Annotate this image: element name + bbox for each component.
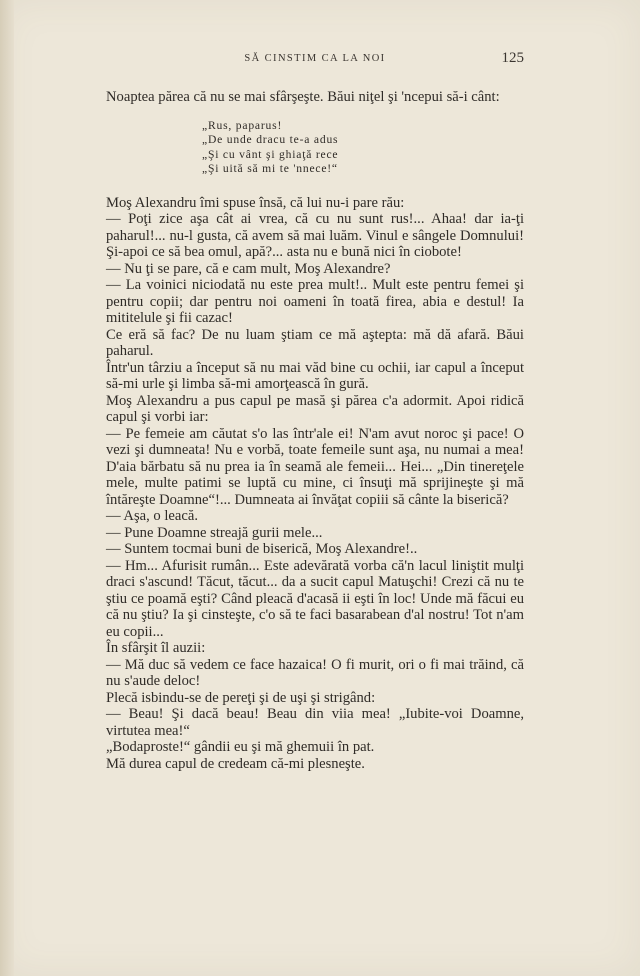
paragraph: — La voinici niciodată nu este prea mult!.. Mult este pentru femei şi pentru copii; dar pentru noi oameni în toată firea, abia e destul! Ia mititelule şi fii cazac! xyxy=(106,277,524,327)
paragraph: — Aşa, o leacă. xyxy=(106,508,198,525)
paragraph-opening: Noaptea părea că nu se mai sfârşeşte. Băui niţel şi 'ncepui să-i cânt: xyxy=(106,89,500,105)
paragraph: — Suntem tocmai buni de biserică, Moş Alexandre!.. xyxy=(106,541,418,558)
song-verse xyxy=(202,119,524,177)
verse-line: „Şi uită să mi te 'nnece!“ xyxy=(202,162,338,176)
verse-line: „Şi cu vânt şi ghiaţă rece xyxy=(202,147,339,161)
paragraph: Ce eră să fac? De nu luam ştiam ce mă aştepta: mă dă afară. Băui paharul. xyxy=(106,326,524,360)
paragraph: — Poţi zice aşa cât ai vrea, că cu nu sunt rus!... Ahaa! dar ia-ţi paharul!... nu-l gusta, că avem să mai luăm. Vinul e sângele Domnului! Şi-apoi ce să bea omul, apă?... asta nu e bună nici în ciobote! xyxy=(106,211,524,261)
paragraph: Mă durea capul de credeam că-mi plesneşte. xyxy=(106,755,365,772)
paragraph: — Pune Doamne streajă gurii mele... xyxy=(106,524,323,541)
running-title: SĂ CINSTIM CA LA NOI xyxy=(244,53,386,64)
paragraph: „Bodaproste!“ gândii eu şi mă ghemuii în pat. xyxy=(106,739,375,756)
paragraph: Moş Alexandru a pus capul pe masă şi părea c'a adormit. Apoi ridică capul şi vorbi iar: xyxy=(106,392,524,426)
verse-line: „De unde dracu te-a adus xyxy=(202,133,339,147)
verse-line: „Rus, paparus! xyxy=(202,118,283,132)
paragraph: — Hm... Afurisit rumân... Este adevărată vorba că'n lacul liniştit mulţi draci s'ascund! Tăcut, tăcut... da a sucit capul Matuşchi! Crezi că nu te ştiu ce poamă eşti? Când pleacă d'acasă ii eşti în loc! Unde mă făcui eu că nu ştiu? Ia şi cinsteşte, c'o să te faci basarabean d'al nostru! Tot n'am eu copii... xyxy=(106,557,524,640)
page-header xyxy=(106,50,524,70)
paragraph: În sfârşit îl auzii: xyxy=(106,640,206,657)
page-number: 125 xyxy=(501,50,524,66)
paragraph: — Nu ţi se pare, că e cam mult, Moş Alexandre? xyxy=(106,260,391,277)
paragraph: — Beau! Şi dacă beau! Beau din viia mea! „Iubite-voi Doamne, virtutea mea!“ xyxy=(106,706,524,739)
page-edge-shadow xyxy=(0,0,14,976)
paragraph: — Pe femeie am căutat s'o las într'ale ei! N'am avut noroc şi pace! O vezi şi dumneata! Nu e vorbă, toate femeile sunt aşa, nu numai a mea! D'aia bărbatu să nu prea ia în seamă ale femeii... Hei... „Din tinereţele mele, multe patimi se luptă cu mine, ci însuţi mă sprijineşte şi mă întăreşte Doamne“!... Dumneata ai învăţat copiii să cânte la biserică? xyxy=(106,425,524,508)
body-text xyxy=(106,89,524,772)
paragraph: Moş Alexandru îmi spuse însă, că lui nu-i pare rău: xyxy=(106,194,405,211)
paragraph: Plecă isbindu-se de pereţi şi de uşi şi strigând: xyxy=(106,689,376,706)
paragraph: Într'un târziu a început să nu mai văd bine cu ochii, iar capul a început să-mi urle şi limba să-mi amorţească în gură. xyxy=(106,359,524,393)
paragraph: — Mă duc să vedem ce face hazaica! O fi murit, ori o fi mai trăind, că nu s'aude deloc! xyxy=(106,656,524,690)
